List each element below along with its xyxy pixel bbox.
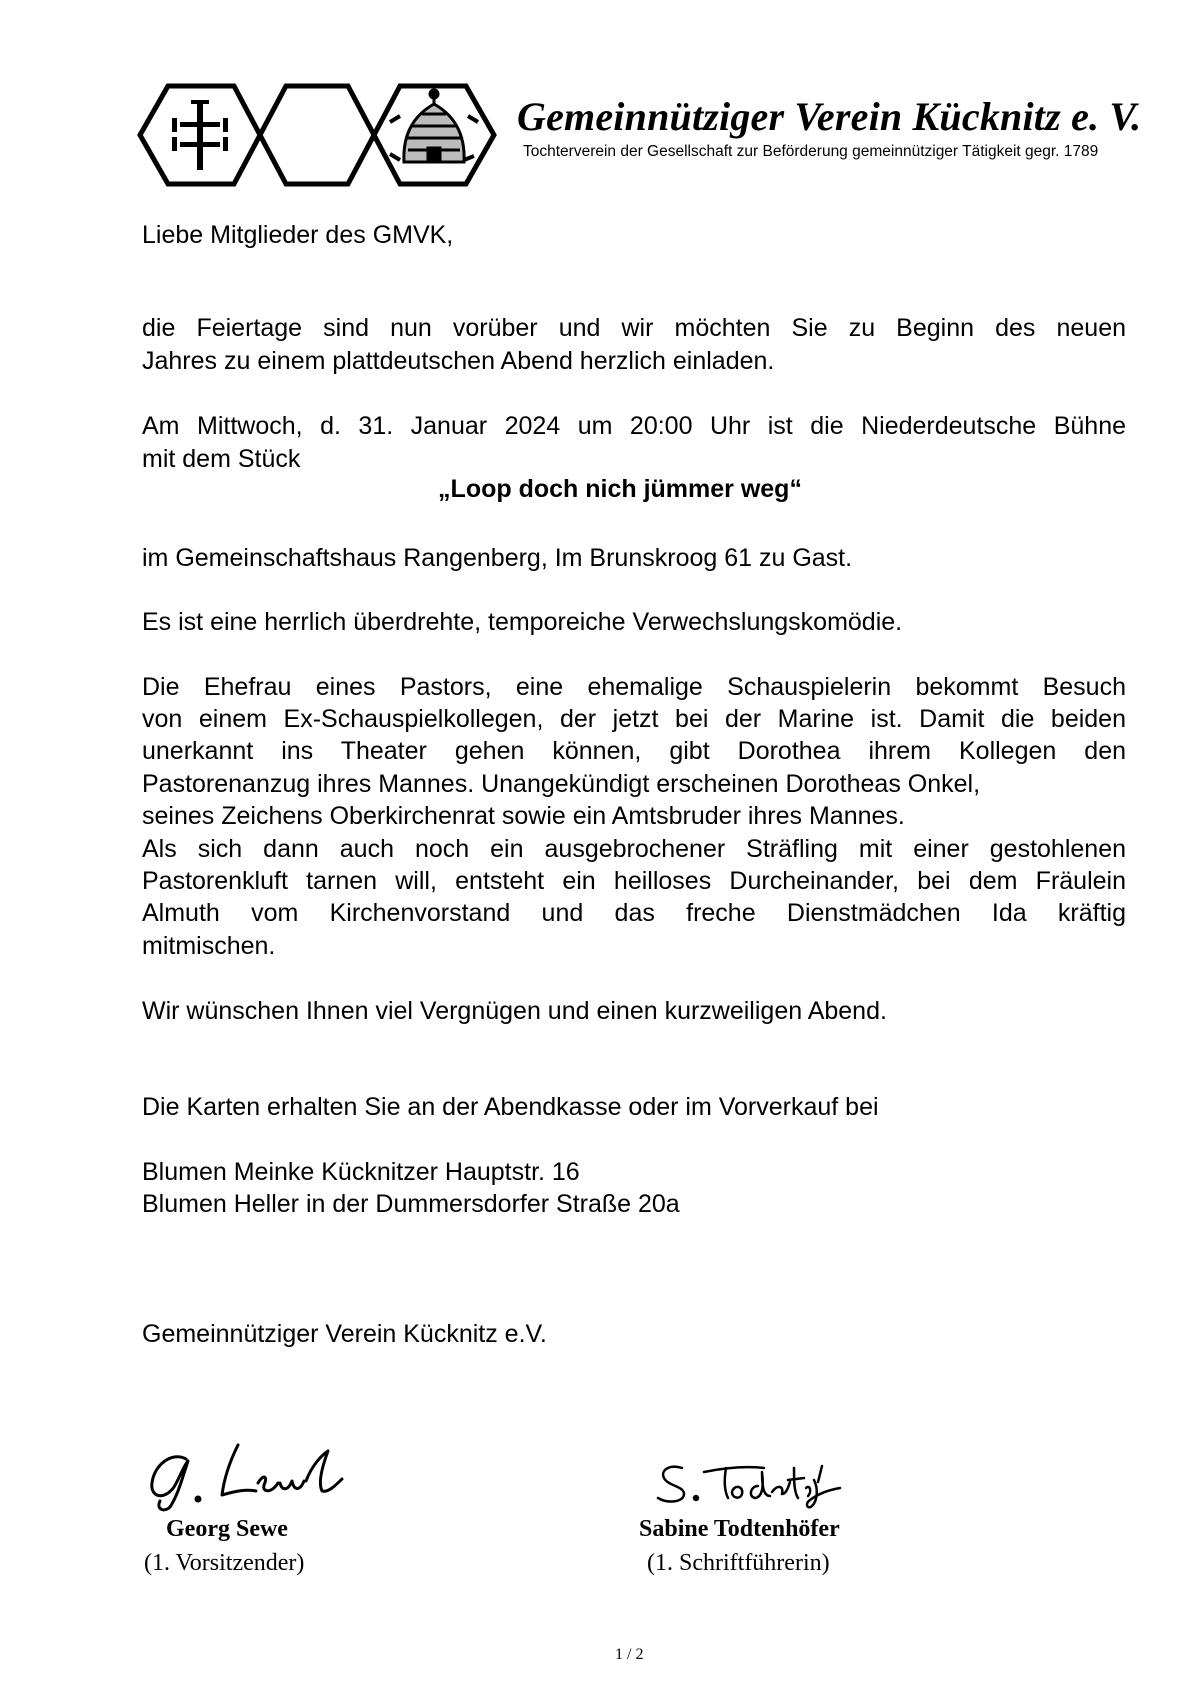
wish: Wir wünschen Ihnen viel Vergnügen und einen kurzweiligen Abend.: [142, 997, 887, 1025]
event-line-1: Am Mittwoch, d. 31. Januar 2024 um 20:00 Uhr ist die Niederdeutsche Bühne: [142, 412, 1126, 440]
signatory-role: (1. Schriftführerin): [647, 1550, 830, 1576]
org-subtitle: Tochterverein der Gesellschaft zur Beförderung gemeinnütziger Tätigkeit gegr. 1789: [523, 143, 1099, 160]
beehive-emblem-icon: [390, 90, 478, 162]
ticket-shop: Blumen Heller in der Dummersdorfer Straße 20a: [142, 1190, 680, 1218]
plot-line: Pastorenkluft tarnen will, entsteht ein heilloses Durcheinander, bei dem Fräulein: [142, 867, 1126, 895]
intro-line-1: die Feiertage sind nun vorüber und wir möchten Sie zu Beginn des neuen: [142, 314, 1126, 342]
intro-line-2: Jahres zu einem plattdeutschen Abend herzlich einladen.: [142, 347, 775, 375]
tickets-intro: Die Karten erhalten Sie an der Abendkasse oder im Vorverkauf bei: [142, 1093, 879, 1121]
plot-line: Almuth vom Kirchenvorstand und das freche Dienstmädchen Ida kräftig: [142, 899, 1126, 927]
salutation: Liebe Mitglieder des GMVK,: [142, 221, 454, 249]
signatory-name: Georg Sewe: [166, 1516, 288, 1542]
plot-line: von einem Ex-Schauspielkollegen, der jetzt bei der Marine ist. Damit die beiden: [142, 705, 1126, 733]
plot-line: mitmischen.: [142, 932, 276, 960]
plot-line: Pastorenanzug ihres Mannes. Unangekündigt erscheinen Dorotheas Onkel,: [142, 770, 981, 798]
page-number: 1 / 2: [615, 1646, 644, 1663]
plot-line: unerkannt ins Theater gehen können, gibt Dorothea ihrem Kollegen den: [142, 737, 1126, 765]
plot-line: seines Zeichens Oberkirchenrat sowie ein Amtsbruder ihres Mannes.: [142, 802, 905, 830]
signatory-name: Sabine Todtenhöfer: [639, 1516, 840, 1542]
signature-sabine-todtenhoefer: [654, 1458, 864, 1510]
venue: im Gemeinschaftshaus Rangenberg, Im Brunskroog 61 zu Gast.: [142, 544, 853, 572]
plot-line: Als sich dann auch noch ein ausgebrochener Sträfling mit einer gestohlenen: [142, 835, 1126, 863]
crosses-emblem-icon: [172, 100, 228, 170]
signature-georg-sewe: [146, 1435, 366, 1513]
closing: Gemeinnütziger Verein Kücknitz e.V.: [142, 1320, 547, 1348]
event-line-2: mit dem Stück: [142, 445, 301, 473]
signatory-role: (1. Vorsitzender): [144, 1550, 305, 1576]
org-name: Gemeinnütziger Verein Kücknitz e. V.: [517, 94, 1142, 139]
play-title: „Loop doch nich jümmer weg“: [438, 475, 802, 503]
plot-line: Die Ehefrau eines Pastors, eine ehemalige Schauspielerin bekommt Besuch: [142, 673, 1126, 701]
ticket-shop: Blumen Meinke Kücknitzer Hauptstr. 16: [142, 1158, 580, 1186]
association-logo: [136, 82, 498, 188]
genre: Es ist eine herrlich überdrehte, temporeiche Verwechslungskomödie.: [142, 608, 903, 636]
